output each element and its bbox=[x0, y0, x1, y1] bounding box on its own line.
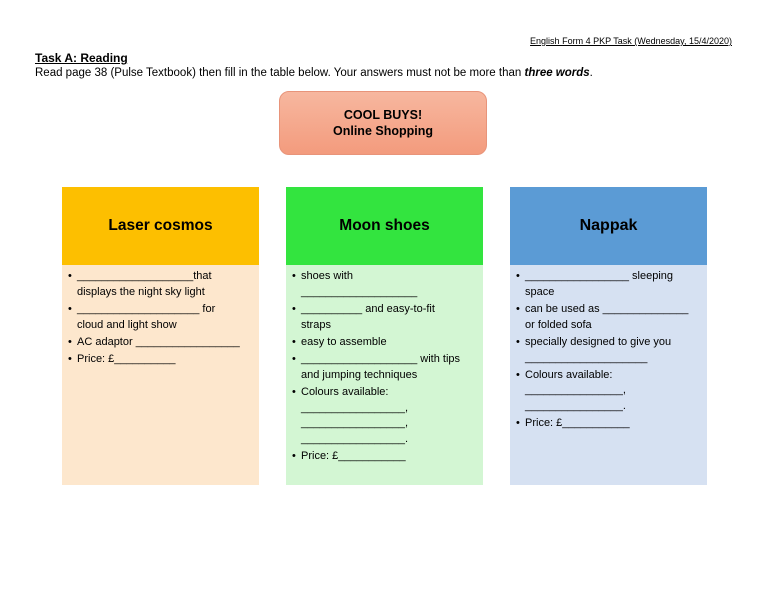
list-item-line: _________________, bbox=[301, 401, 409, 414]
list-item-line: • ___________________ with tips bbox=[301, 353, 461, 366]
card-body bbox=[286, 265, 483, 485]
list-item-line: and jumping techniques bbox=[301, 368, 418, 381]
list-item bbox=[68, 269, 253, 300]
list-item bbox=[68, 302, 253, 333]
list-item-line: • Colours available: bbox=[525, 368, 613, 381]
banner-subtitle: Online Shopping bbox=[333, 124, 433, 138]
instructions bbox=[35, 67, 593, 79]
list-item-line: _________________, bbox=[301, 417, 409, 430]
list-item-line: _________________. bbox=[301, 433, 409, 446]
list-item-line: • _________________ sleeping bbox=[525, 270, 674, 282]
card-body bbox=[510, 265, 707, 485]
list-item-line: • specially designed to give you bbox=[525, 335, 672, 348]
list-item-line: • Colours available: bbox=[301, 385, 389, 398]
card-body bbox=[62, 265, 259, 485]
list-item bbox=[516, 416, 701, 432]
list-item bbox=[516, 269, 701, 300]
list-item-line: or folded sofa bbox=[525, 318, 592, 331]
list-item bbox=[292, 302, 477, 333]
card-title: Nappak bbox=[510, 187, 707, 265]
list-item-line: cloud and light show bbox=[77, 318, 177, 331]
list-item-line: ________________. bbox=[525, 400, 626, 413]
card-nappak bbox=[510, 187, 707, 485]
list-item-line: displays the night sky light bbox=[77, 285, 205, 298]
list-item bbox=[292, 352, 477, 383]
list-item-line: ____________________ bbox=[525, 351, 648, 364]
list-item-line: space bbox=[525, 285, 555, 298]
list-item-line: • can be used as ______________ bbox=[525, 302, 689, 315]
list-item bbox=[292, 335, 477, 351]
list-item-line: • easy to assemble bbox=[301, 335, 387, 348]
list-item-line: straps bbox=[301, 318, 331, 331]
list-item-line: • __________ and easy-to-fit bbox=[301, 302, 435, 315]
list-item-line: ________________, bbox=[525, 384, 626, 397]
list-item-line: • Price: £___________ bbox=[525, 417, 630, 430]
list-item bbox=[516, 302, 701, 333]
list-item bbox=[516, 368, 701, 415]
list-item bbox=[292, 449, 477, 465]
list-item-line: • shoes with bbox=[301, 270, 353, 282]
card-title: Moon shoes bbox=[286, 187, 483, 265]
cool-buys-banner bbox=[279, 91, 487, 155]
list-item-line: ___________________ bbox=[301, 285, 418, 298]
list-item-line: • ____________________ for bbox=[77, 302, 216, 315]
instructions-end: . bbox=[589, 67, 593, 79]
list-item-line: • AC adaptor _________________ bbox=[77, 335, 240, 348]
banner-title: COOL BUYS! bbox=[343, 108, 423, 122]
card-moon-shoes bbox=[286, 187, 483, 485]
list-item bbox=[68, 335, 253, 351]
list-item-line: • Price: £__________ bbox=[77, 353, 176, 366]
list-item bbox=[68, 352, 253, 368]
card-laser-cosmos bbox=[62, 187, 259, 485]
list-item bbox=[292, 385, 477, 448]
list-item-line: • ___________________that bbox=[77, 270, 212, 282]
list-item bbox=[292, 269, 477, 300]
instructions-text: Read page 38 (Pulse Textbook) then fill in the table below. Your answers must not be more than bbox=[35, 67, 525, 79]
list-item bbox=[516, 335, 701, 366]
document-header: English Form 4 PKP Task (Wednesday, 15/4/2020) bbox=[530, 36, 732, 46]
task-title: Task A: Reading bbox=[35, 51, 128, 65]
list-item-line: • Price: £___________ bbox=[301, 450, 406, 463]
card-title: Laser cosmos bbox=[62, 187, 259, 265]
instructions-emphasis: three words bbox=[524, 67, 590, 79]
